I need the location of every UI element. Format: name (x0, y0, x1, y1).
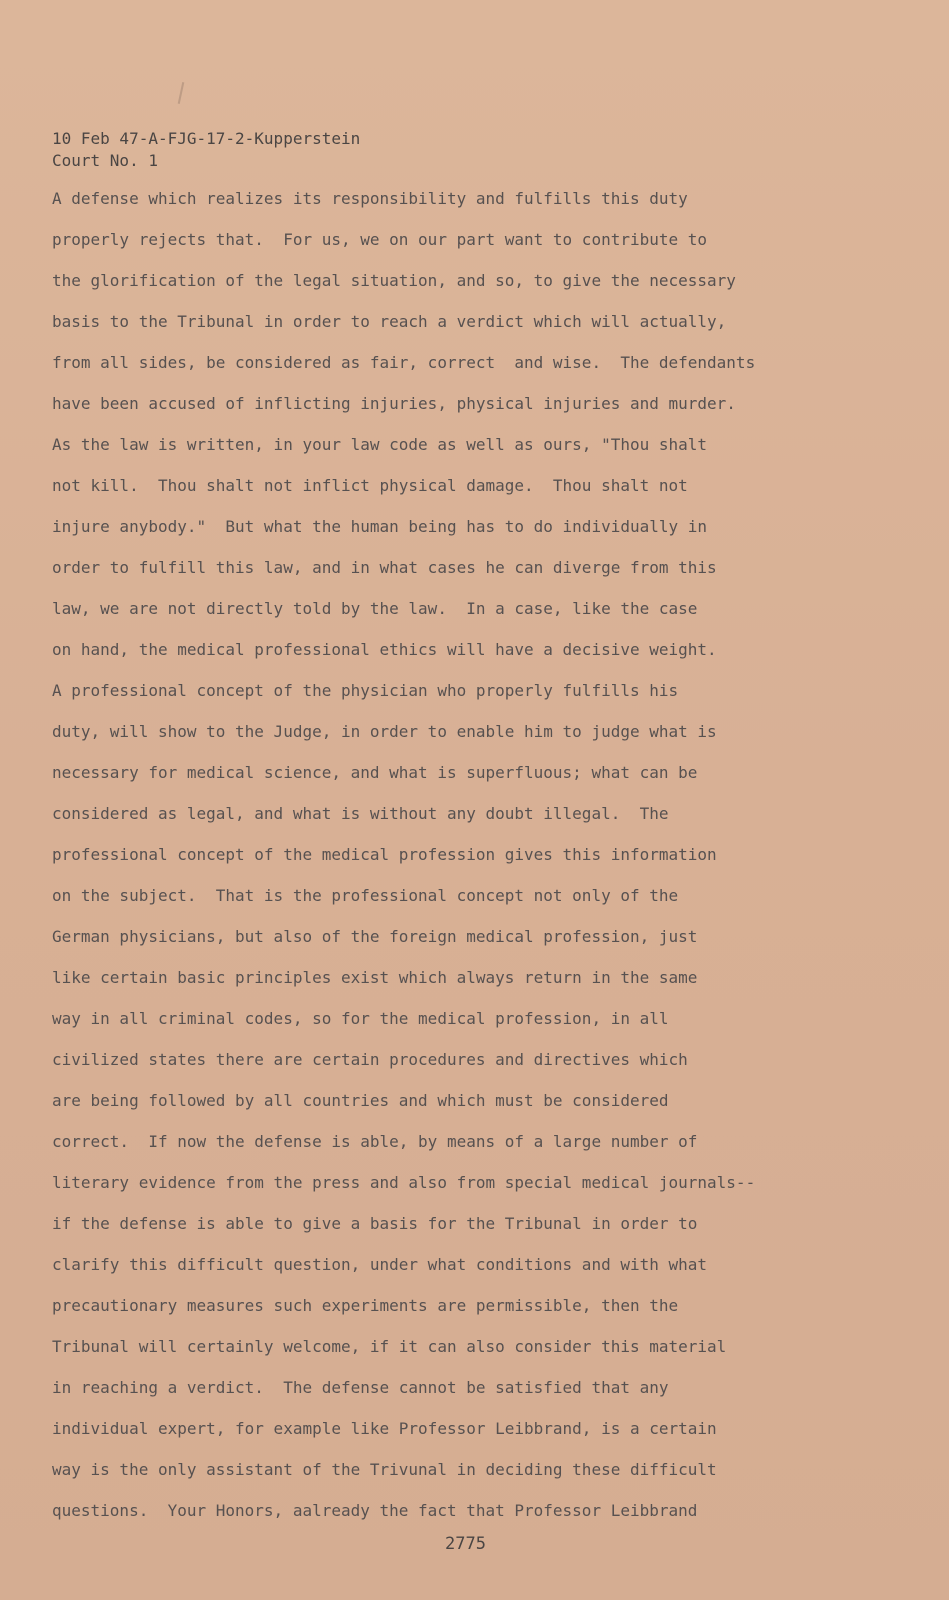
pencil-mark (178, 82, 185, 104)
document-header (52, 128, 360, 172)
text-line: way is the only assistant of the Trivunal in deciding these difficult (52, 1460, 717, 1479)
text-line: on hand, the medical professional ethics will have a decisive weight. (52, 640, 717, 659)
text-line: from all sides, be considered as fair, correct and wise. The defendants (52, 353, 756, 372)
court-number: Court No. 1 (52, 151, 158, 170)
text-line: in reaching a verdict. The defense cannot be satisfied that any (52, 1378, 669, 1397)
text-line: professional concept of the medical profession gives this information (52, 845, 717, 864)
text-line: the glorification of the legal situation, and so, to give the necessary (52, 271, 736, 290)
text-line: correct. If now the defense is able, by means of a large number of (52, 1132, 698, 1151)
text-line: if the defense is able to give a basis for the Tribunal in order to (52, 1214, 698, 1233)
text-line: like certain basic principles exist which always return in the same (52, 968, 698, 987)
transcript-body (52, 188, 852, 1541)
text-line: basis to the Tribunal in order to reach a verdict which will actually, (52, 312, 727, 331)
text-line: necessary for medical science, and what is superfluous; what can be (52, 763, 698, 782)
text-line: civilized states there are certain procedures and directives which (52, 1050, 688, 1069)
transcript-reference: 10 Feb 47-A-FJG-17-2-Kupperstein (52, 129, 361, 148)
text-line: questions. Your Honors, aalready the fact that Professor Leibbrand (52, 1501, 698, 1520)
text-line: on the subject. That is the professional concept not only of the (52, 886, 679, 905)
text-line: considered as legal, and what is without any doubt illegal. The (52, 804, 669, 823)
text-line: duty, will show to the Judge, in order to enable him to judge what is (52, 722, 717, 741)
text-line: individual expert, for example like Professor Leibbrand, is a certain (52, 1419, 717, 1438)
text-line: order to fulfill this law, and in what cases he can diverge from this (52, 558, 717, 577)
text-line: literary evidence from the press and also from special medical journals-- (52, 1173, 756, 1192)
text-line: have been accused of inflicting injuries, physical injuries and murder. (52, 394, 736, 413)
text-line: are being followed by all countries and which must be considered (52, 1091, 669, 1110)
text-line: Tribunal will certainly welcome, if it can also consider this material (52, 1337, 727, 1356)
text-line: properly rejects that. For us, we on our part want to contribute to (52, 230, 708, 249)
page-number: 2775 (445, 1534, 486, 1554)
text-line: A defense which realizes its responsibility and fulfills this duty (52, 189, 688, 208)
text-line: not kill. Thou shalt not inflict physical damage. Thou shalt not (52, 476, 688, 495)
text-line: clarify this difficult question, under what conditions and with what (52, 1255, 708, 1274)
text-line: A professional concept of the physician who properly fulfills his (52, 681, 679, 700)
text-line: German physicians, but also of the foreign medical profession, just (52, 927, 698, 946)
text-line: As the law is written, in your law code as well as ours, "Thou shalt (52, 435, 708, 454)
text-line: injure anybody." But what the human being has to do individually in (52, 517, 708, 536)
text-line: precautionary measures such experiments are permissible, then the (52, 1296, 679, 1315)
text-line: law, we are not directly told by the law. In a case, like the case (52, 599, 698, 618)
text-line: way in all criminal codes, so for the medical profession, in all (52, 1009, 669, 1028)
